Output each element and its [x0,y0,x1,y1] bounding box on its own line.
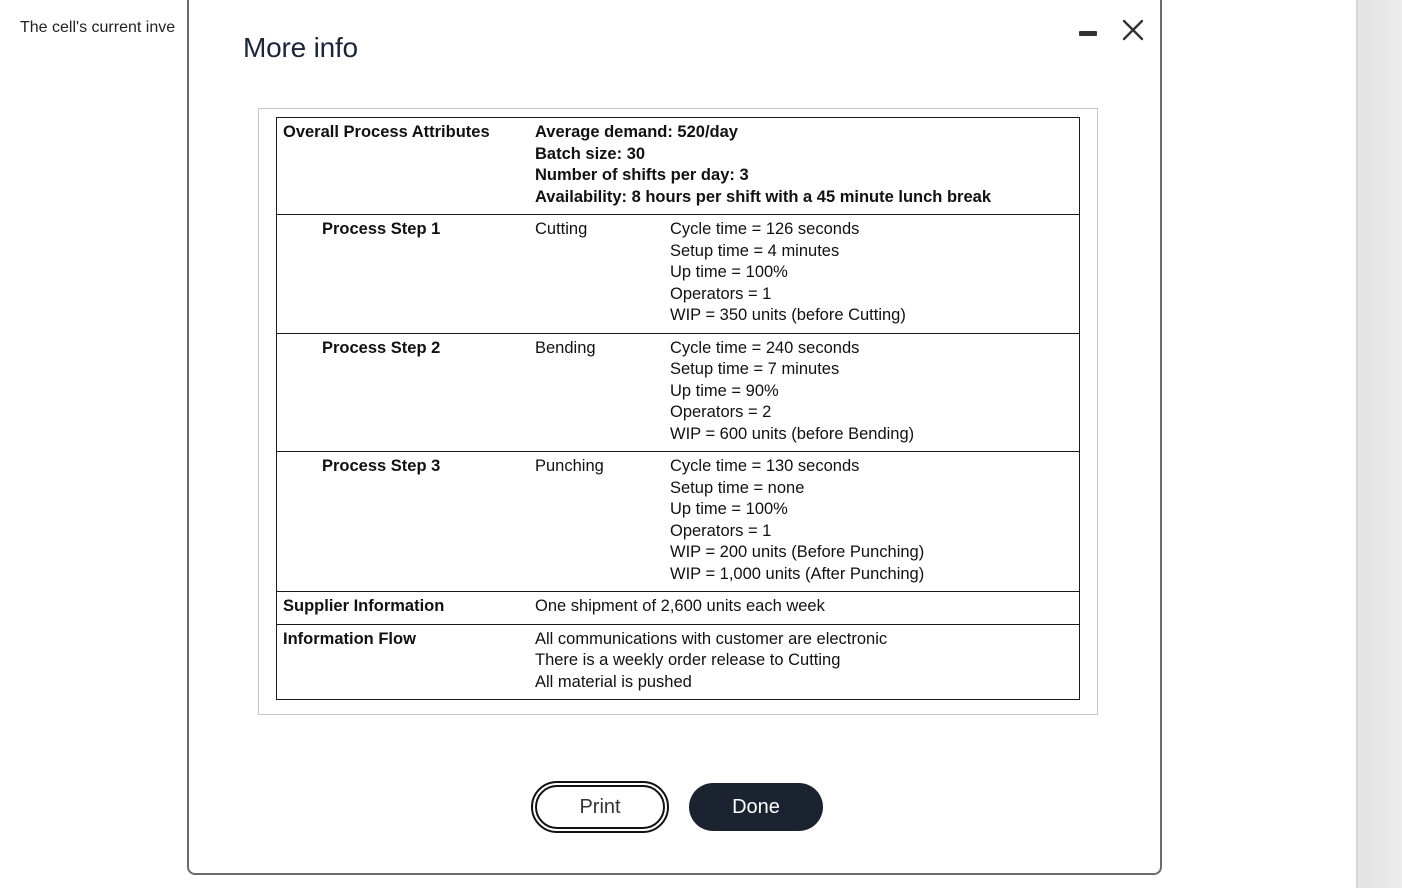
process-info-table [276,117,1080,700]
supplier-values [529,592,1080,625]
step-3-line: Setup time = none [670,478,805,497]
info-flow-values [529,624,1080,700]
background-question-text: The cell's current inve [20,19,176,36]
dialog-title: More info [243,32,358,63]
overall-row [277,118,1080,215]
step-2-details [664,333,1080,452]
step-3-label: Process Step 3 [277,452,530,592]
step-3-line: Operators = 1 [670,521,772,540]
info-flow-row [277,624,1080,700]
step-3-line: Cycle time = 130 seconds [670,457,860,475]
supplier-row [277,592,1080,625]
step-3-name: Punching [529,452,664,592]
step-1-line: WIP = 350 units (before Cutting) [670,306,906,324]
step-2-name: Bending [529,333,664,452]
info-flow-label: Information Flow [277,624,530,700]
overall-line: Number of shifts per day: 3 [535,166,749,184]
info-table-frame [258,108,1098,715]
step-1-line: Setup time = 4 minutes [670,241,840,260]
step-2-row [277,333,1080,452]
info-flow-line: All communications with customer are electronic [535,629,888,648]
step-1-details [664,215,1080,334]
print-button[interactable] [531,781,669,833]
step-3-line: WIP = 1,000 units (After Punching) [670,564,925,583]
overall-line: Availability: 8 hours per shift with a 45 minute lunch break [535,187,991,206]
minimize-icon[interactable] [1077,24,1101,44]
step-2-line: Up time = 90% [670,381,779,400]
step-3-row [277,452,1080,592]
step-2-label: Process Step 2 [277,333,530,452]
step-1-label: Process Step 1 [277,215,530,334]
step-2-line: WIP = 600 units (before Bending) [670,424,915,443]
close-icon[interactable] [1119,16,1147,44]
step-1-line: Operators = 1 [670,284,772,303]
page-scrollbar-shade [1356,0,1402,888]
overall-values [529,118,1080,215]
supplier-label: Supplier Information [277,592,530,625]
step-2-line: Cycle time = 240 seconds [670,338,860,357]
info-flow-line: All material is pushed [535,672,692,691]
step-2-line: Setup time = 7 minutes [670,360,840,378]
step-3-line: WIP = 200 units (Before Punching) [670,543,925,561]
step-3-line: Up time = 100% [670,500,788,518]
step-1-line: Cycle time = 126 seconds [670,220,860,238]
overall-line: Average demand: 520/day [535,123,738,141]
step-3-details [664,452,1080,592]
supplier-line: One shipment of 2,600 units each week [535,597,825,615]
step-1-line: Up time = 100% [670,263,788,281]
print-button-label: Print [535,785,665,829]
step-1-name: Cutting [529,215,664,334]
done-button[interactable]: Done [689,783,823,831]
overall-label: Overall Process Attributes [283,123,490,141]
step-2-line: Operators = 2 [670,403,772,421]
overall-line: Batch size: 30 [535,144,646,163]
info-flow-line: There is a weekly order release to Cutting [535,651,841,669]
step-1-row [277,215,1080,334]
more-info-dialog [187,0,1162,875]
